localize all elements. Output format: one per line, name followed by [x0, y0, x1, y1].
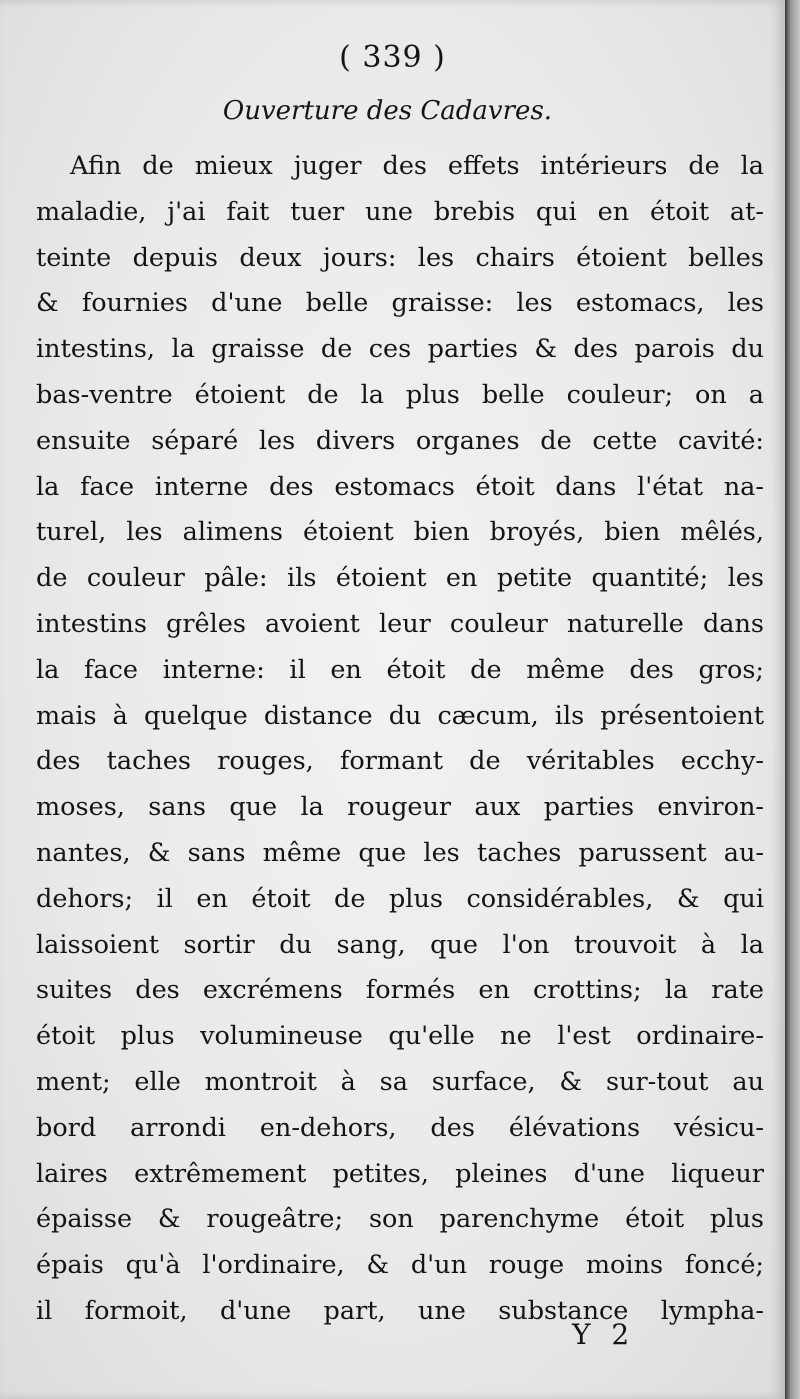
text-line: de couleur pâle: ils étoient en petite quantité; les — [36, 563, 764, 594]
text-line: & fournies d'une belle graisse: les estomacs, les — [36, 288, 764, 319]
text-line: laissoient sortir du sang, que l'on trouvoit à la — [36, 929, 764, 960]
text-line: bord arrondi en-dehors, des élévations vésicu- — [36, 1112, 764, 1143]
text-line: ment; elle montroit à sa surface, & sur-tout au — [36, 1066, 764, 1097]
body-text — [36, 144, 764, 1335]
text-line: mais à quelque distance du cæcum, ils présentoient — [36, 700, 764, 731]
text-line: maladie, j'ai fait tuer une brebis qui en étoit at- — [36, 196, 764, 227]
text-line: épaisse & rougeâtre; son parenchyme étoit plus — [36, 1204, 764, 1235]
text-line: ensuite séparé les divers organes de cette cavité: — [36, 425, 764, 456]
text-line: intestins, la graisse de ces parties & des parois du — [36, 334, 764, 365]
text-line: nantes, & sans même que les taches parussent au- — [36, 837, 764, 868]
text-line: étoit plus volumineuse qu'elle ne l'est ordinaire- — [36, 1021, 764, 1052]
page-number: ( 339 ) — [339, 40, 446, 75]
text-line: bas-ventre étoient de la plus belle couleur; on a — [36, 379, 764, 410]
text-line: suites des excrémens formés en crottins; la rate — [36, 975, 764, 1006]
signature-mark: Y 2 — [572, 1318, 636, 1351]
page-edge — [785, 0, 800, 1399]
text-line: Afin de mieux juger des effets intérieurs de la — [70, 151, 764, 181]
text-line: dehors; il en étoit de plus considérables, & qui — [36, 883, 764, 914]
text-line: la face interne: il en étoit de même des gros; — [36, 654, 764, 685]
text-line: laires extrêmement petites, pleines d'une liqueur — [36, 1158, 764, 1189]
text-line: turel, les alimens étoient bien broyés, bien mêlés, — [36, 517, 764, 548]
text-line: teinte depuis deux jours: les chairs étoient belles — [36, 242, 764, 273]
text-line: il formoit, d'une part, une substance lympha- — [36, 1295, 764, 1326]
text-line: épais qu'à l'ordinaire, & d'un rouge moins foncé; — [36, 1250, 764, 1281]
text-line: la face interne des estomacs étoit dans l'état na- — [36, 471, 764, 502]
text-line: des taches rouges, formant de véritables ecchy- — [36, 746, 764, 777]
section-heading: Ouverture des Cadavres. — [222, 96, 553, 126]
text-line: moses, sans que la rougeur aux parties environ- — [36, 792, 764, 823]
text-line: intestins grêles avoient leur couleur naturelle dans — [36, 608, 764, 639]
